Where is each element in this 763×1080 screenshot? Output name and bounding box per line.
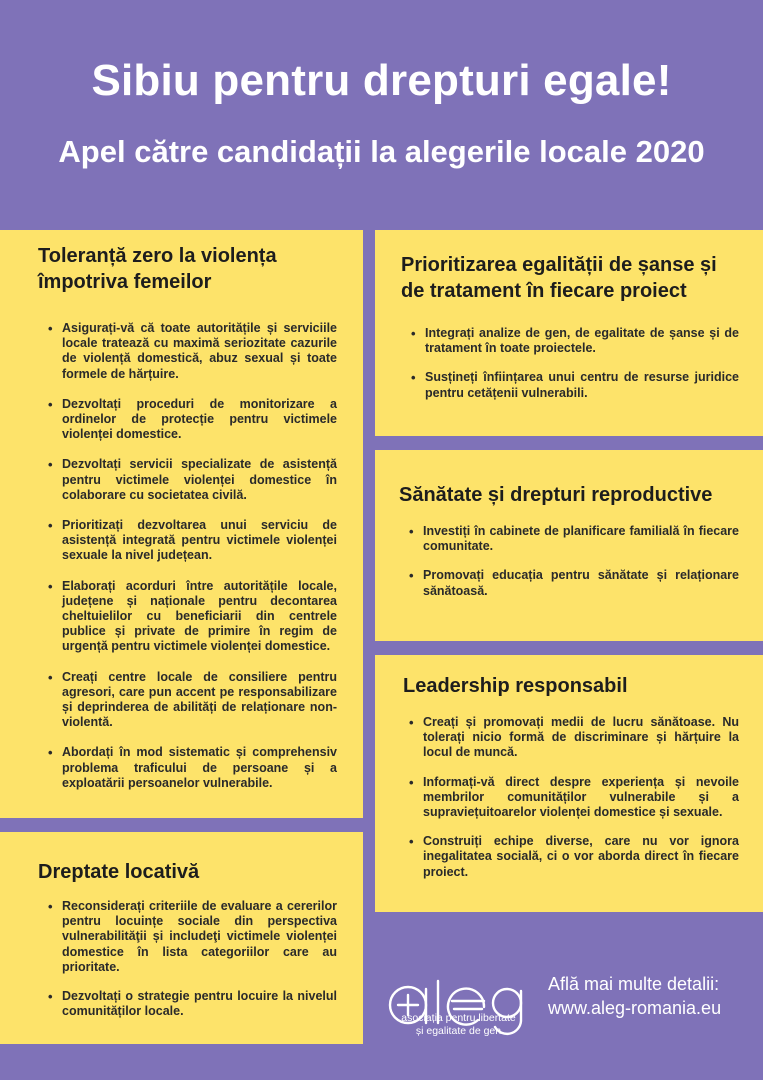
- logo-caption-line: și egalitate de gen: [415, 1025, 502, 1037]
- list-item: • Investiți în cabinete de planificare familială în fiecare comunitate.: [409, 524, 739, 554]
- list-item: • Integrați analize de gen, de egalitate de șanse și de tratament în toate proiectele.: [411, 326, 739, 356]
- section-health: [375, 450, 763, 641]
- list-item: • Elaborați acorduri între autoritățile locale, județene și naționale pentru decontarea cheltuielilor cu beneficiarii din centrele publice și private de primire în regim de urgență pentru victimele violenței domestice.: [48, 579, 337, 655]
- list-item: • Reconsiderați criteriile de evaluare a cererilor pentru locuințe sociale din perspectiva vulnerabilităţii și includeţi victimele violenței domestice în lista categoriilor care au prioritate.: [48, 899, 337, 975]
- aleg-logo: [386, 952, 531, 1062]
- list-item: • Promovați educația pentru sănătate și relaționare sănătoasă.: [409, 568, 739, 598]
- section-housing: [0, 832, 363, 1044]
- section-list: [399, 524, 739, 599]
- list-item: • Asigurați-vă că toate autoritățile și serviciile locale tratează cu maximă seriozitate cazurile de violență domestică, abuz sexual și toate formele de hărțuire.: [48, 321, 337, 382]
- section-violence: [0, 230, 363, 818]
- section-title: Prioritizarea egalității de șanse și de tratament în fiecare proiect: [401, 254, 717, 302]
- more-info-label: Află mai multe detalii:: [548, 974, 720, 994]
- logo-caption: [386, 1012, 531, 1038]
- section-equality: [375, 230, 763, 436]
- list-item: • Dezvoltați proceduri de monitorizare a ordinelor de protecție pentru victimele violenței domestice.: [48, 397, 337, 443]
- page-title: Sibiu pentru drepturi egale!: [91, 56, 672, 105]
- header: [0, 0, 763, 230]
- list-item: • Abordați în mod sistematic și comprehensiv problema traficului de persoane și a exploatării persoanelor vulnerabile.: [48, 745, 337, 791]
- section-list: [38, 899, 337, 1019]
- section-title: Toleranță zero la violența împotriva femeilor: [38, 245, 277, 293]
- section-title: Sănătate și drepturi reproductive: [399, 484, 713, 506]
- list-item: • Creați și promovați medii de lucru sănătoase. Nu tolerați nicio formă de discriminare și hărțuire la locul de muncă.: [409, 715, 739, 761]
- list-item: • Informați-vă direct despre experiența și nevoile membrilor comunităților vulnerabile și a supraviețuitoarelor violenței domestice și sexuale.: [409, 775, 739, 821]
- list-item: • Dezvoltați o strategie pentru locuire la nivelul comunităților locale.: [48, 989, 337, 1019]
- section-title: Dreptate locativă: [38, 861, 200, 883]
- list-item: • Creați centre locale de consiliere pentru agresori, care pun accent pe responsabilizare și deprinderea de abilități de relaționare non-violentă.: [48, 670, 337, 731]
- section-list: [403, 715, 739, 880]
- list-item: • Susțineți înființarea unui centru de resurse juridice pentru cetățenii vulnerabili.: [411, 370, 739, 400]
- section-list: [401, 326, 739, 401]
- section-list: [38, 321, 337, 791]
- section-leadership: [375, 655, 763, 912]
- website-link[interactable]: www.aleg-romania.eu: [548, 998, 722, 1018]
- list-item: • Construiți echipe diverse, care nu vor ignora inegalitatea socială, ci o vor aborda direct în fiecare proiect.: [409, 834, 739, 880]
- list-item: • Prioritizați dezvoltarea unui serviciu de asistență integrată pentru victimele violenței sexuale la nivel județean.: [48, 518, 337, 564]
- more-info: [548, 972, 748, 1020]
- list-item: • Dezvoltați servicii specializate de asistență pentru victimele violenței domestice în colaborare cu societatea civilă.: [48, 457, 337, 503]
- page-subtitle: Apel către candidații la alegerile locale 2020: [58, 134, 705, 169]
- logo-caption-line: asociația pentru libertate: [401, 1012, 516, 1024]
- section-title: Leadership responsabil: [403, 675, 628, 697]
